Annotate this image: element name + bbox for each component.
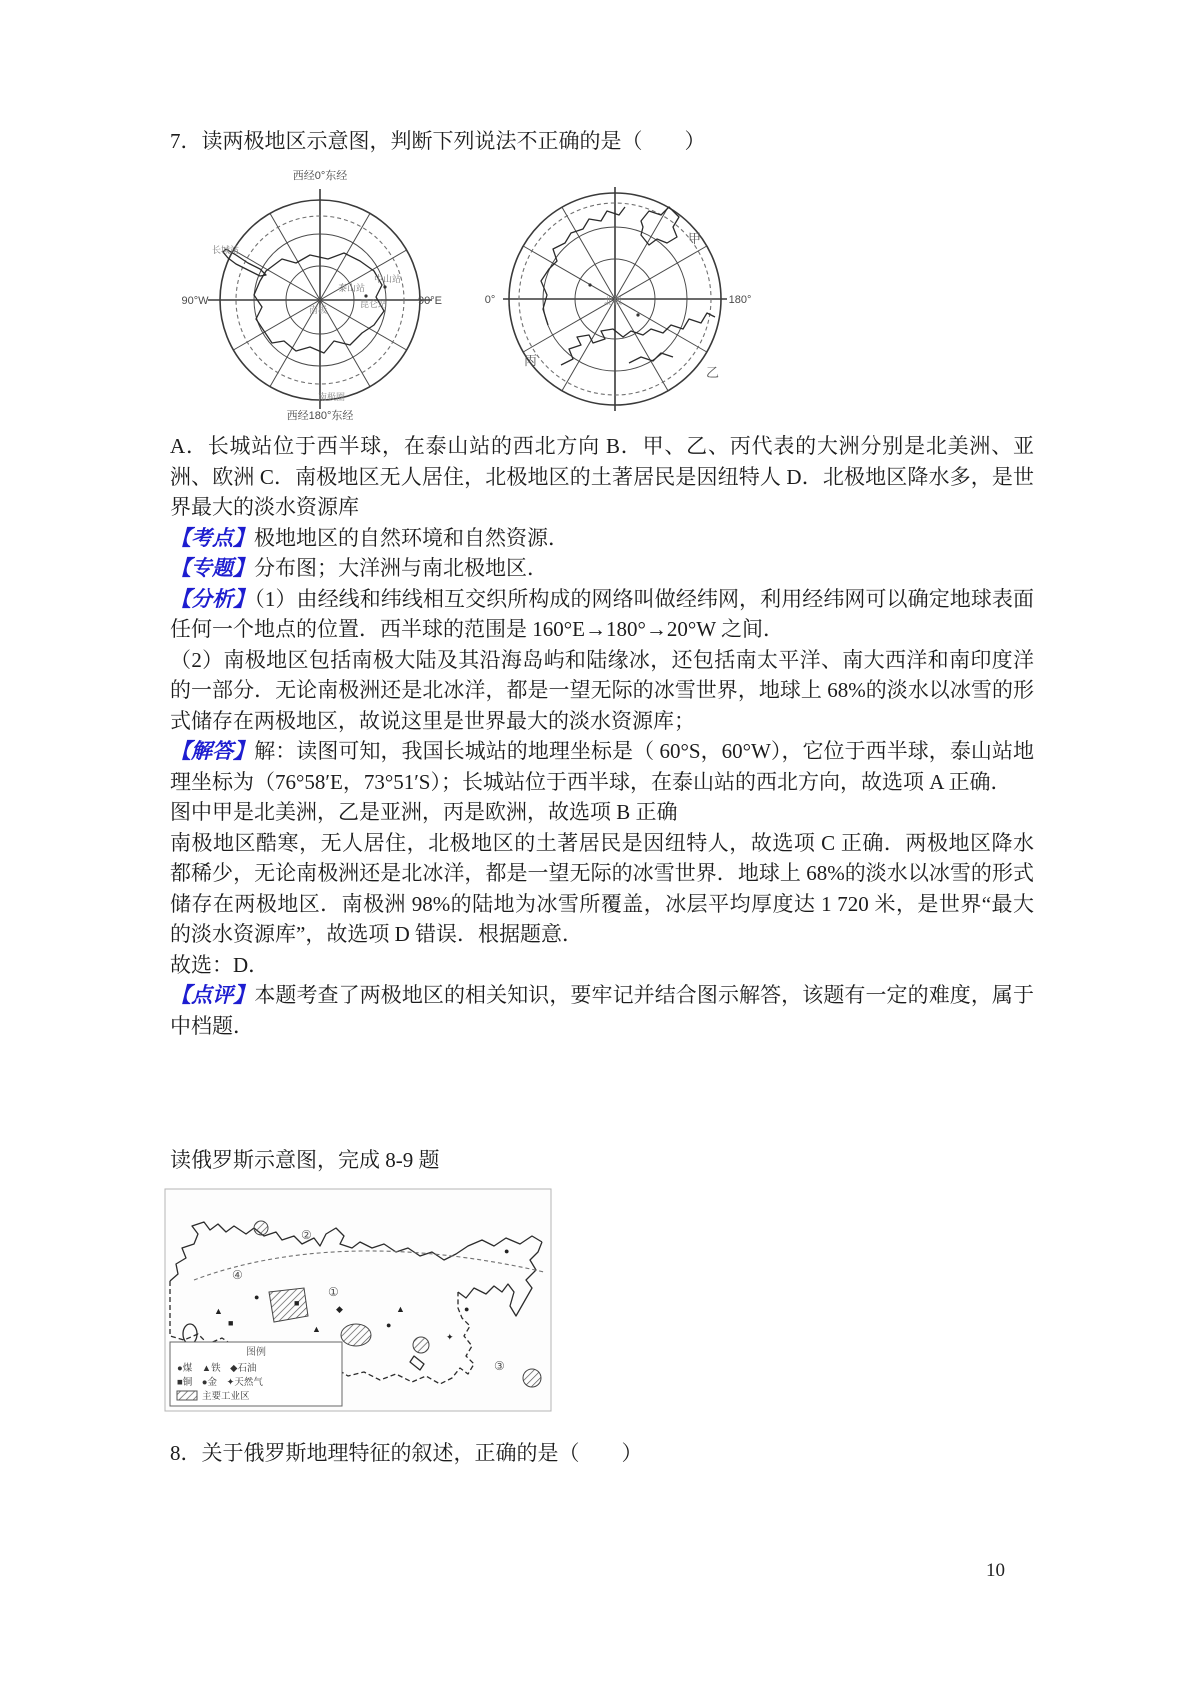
jieda-3-text: 南极地区酷寒，无人居住，北极地区的土著居民是因纽特人，故选项 C 正确．两极地区降水都稀少，无论南极洲还是北冰洋，都是一望无际的冰雪世界．地球上 68%的淡水以冰雪的形式储存在两极地区．南极洲 98%的陆地为冰雪所覆盖，冰层平均厚度达 1 720 米，是世界“最大的淡水资源库”，故选项 D 错误．根据题意． [170, 830, 1034, 946]
answer-section-kaodian [170, 523, 1034, 554]
answer-section-zhuanti [170, 553, 1034, 584]
russia-number-2: ② [301, 1228, 312, 1242]
industrial-area-east [413, 1337, 429, 1353]
legend-industrial-swatch [177, 1391, 197, 1400]
russia-map [164, 1188, 552, 1412]
station-zhongshan-label: 中山站 [374, 274, 402, 284]
polar-maps-figure [170, 163, 1034, 429]
russia-map-figure [164, 1188, 552, 1412]
industrial-area-siberia [341, 1324, 371, 1346]
legend-row-minerals-2: ■铜 ●金 ✦天然气 [177, 1377, 263, 1388]
answer-section-jieda [170, 736, 1034, 797]
answer-section-fenxi [170, 584, 1034, 645]
russia-map-legend [170, 1342, 342, 1406]
russia-intro-line: 读俄罗斯示意图，完成 8-9 题 [170, 1148, 440, 1172]
arctic-left-label: 0° [484, 294, 496, 306]
station-kunlun-label: 昆仑站 [360, 299, 388, 309]
industrial-area-ural [269, 1288, 308, 1322]
region-bing-label: 丙 [524, 353, 538, 368]
fenxi-tag: 【分析】 [170, 586, 255, 611]
antarctic-bottom-label: 西经180°东经 [286, 410, 354, 422]
svg-text:●: ● [254, 1292, 260, 1302]
svg-text:■: ■ [294, 1298, 300, 1308]
svg-text:●: ● [386, 1320, 392, 1330]
fenxi-text: （1）由经线和纬线相互交织所构成的网络叫做经纬网，利用经纬网可以确定地球表面任何一个地点的位置．西半球的范围是 160°E→180°→20°W 之间． [170, 586, 1035, 641]
svg-text:■: ■ [228, 1318, 234, 1328]
question8-title: 8．关于俄罗斯地理特征的叙述，正确的是（ ） [170, 1441, 643, 1465]
region-jia-label: 甲 [688, 231, 702, 246]
legend-title: 图例 [246, 1347, 266, 1358]
svg-text:●: ● [504, 1246, 510, 1256]
zhuanti-tag: 【专题】 [170, 556, 254, 580]
legend-row-industrial: 主要工业区 [202, 1391, 250, 1402]
dianping-text: 本题考查了两极地区的相关知识，要牢记并结合图示解答，该题有一定的难度，属于中档题． [170, 983, 1035, 1038]
svg-text:●: ● [464, 1304, 470, 1314]
station-taishan-label: 泰山站 [338, 283, 366, 293]
station-changcheng-label: 长城站 [212, 245, 240, 255]
fenxi-2-text: （2）南极地区包括南极大陆及其沿海岛屿和陆缘冰，还包括南太平洋、南大西洋和南印度洋的一部分．无论南极洲还是北冰洋，都是一望无际的冰雪世界，地球上 68%的淡水以冰雪的形式储存在两极地区，故说这里是世界最大的淡水资源库； [170, 647, 1034, 733]
svg-text:▲: ▲ [214, 1306, 223, 1316]
arctic-right-label: 180° [728, 294, 752, 306]
conclusion-text: 故选：D． [170, 952, 270, 977]
page-number: 10 [986, 1560, 1005, 1581]
north-pole-label: 北极 [604, 296, 623, 306]
answer-conclusion [170, 950, 1034, 981]
antarctic-map [178, 163, 450, 425]
jieda-tag: 【解答】 [170, 739, 255, 763]
svg-text:▲: ▲ [312, 1324, 321, 1334]
antarctic-top-label: 西经0°东经 [292, 170, 348, 182]
industrial-area-northwest [254, 1221, 268, 1235]
legend-row-minerals-1: ●煤 ▲铁 ◆石油 [177, 1363, 257, 1374]
arctic-map [448, 167, 758, 425]
antarctic-right-label: 90°E [418, 295, 442, 307]
question7-options: A．长城站位于西半球，在泰山站的西北方向 B．甲、乙、丙代表的大洲分别是北美洲、亚洲、欧洲 C．南极地区无人居住，北极地区的土著居民是因纽特人 D．北极地区降水多，是世界最大的淡水资源库 [170, 434, 1034, 519]
south-pole-label: 南极 [309, 305, 328, 315]
antarctic-left-label: 90°W [181, 295, 209, 307]
svg-text:▲: ▲ [396, 1304, 405, 1314]
page-content [170, 126, 1034, 1469]
kaodian-tag: 【考点】 [170, 525, 254, 550]
dianping-tag: 【点评】 [170, 983, 255, 1007]
jieda-text: 解：读图可知，我国长城站的地理坐标是（ 60°S，60°W），它位于西半球，泰山站地理坐标为（76°58′E，73°51′S）；长城站位于西半球，在泰山站的西北方向，故选项 A 正确． [170, 739, 1034, 794]
answer-section-jieda-3 [170, 828, 1034, 950]
antarctic-circle-label: 南极圈 [318, 392, 346, 402]
answer-section-dianping [170, 980, 1034, 1041]
answer-section-fenxi-2 [170, 645, 1034, 737]
question7-title: 7．读两极地区示意图，判断下列说法不正确的是（ ） [170, 129, 706, 153]
russia-number-3: ③ [494, 1359, 505, 1373]
svg-text:◆: ◆ [336, 1304, 343, 1314]
region-yi-label: 乙 [706, 365, 720, 380]
industrial-area-fareast [523, 1369, 541, 1387]
russia-number-1: ① [328, 1285, 339, 1299]
jieda-2-text: 图中甲是北美洲，乙是亚洲，丙是欧洲，故选项 B 正确 [170, 800, 678, 824]
answer-section-jieda-2 [170, 797, 1034, 828]
svg-text:✦: ✦ [446, 1332, 454, 1342]
zhuanti-text: 分布图；大洋洲与南北极地区． [254, 556, 548, 580]
kaodian-text: 极地地区的自然环境和自然资源． [254, 525, 569, 550]
greenland-outline [641, 207, 679, 245]
russia-number-4: ④ [232, 1268, 243, 1282]
